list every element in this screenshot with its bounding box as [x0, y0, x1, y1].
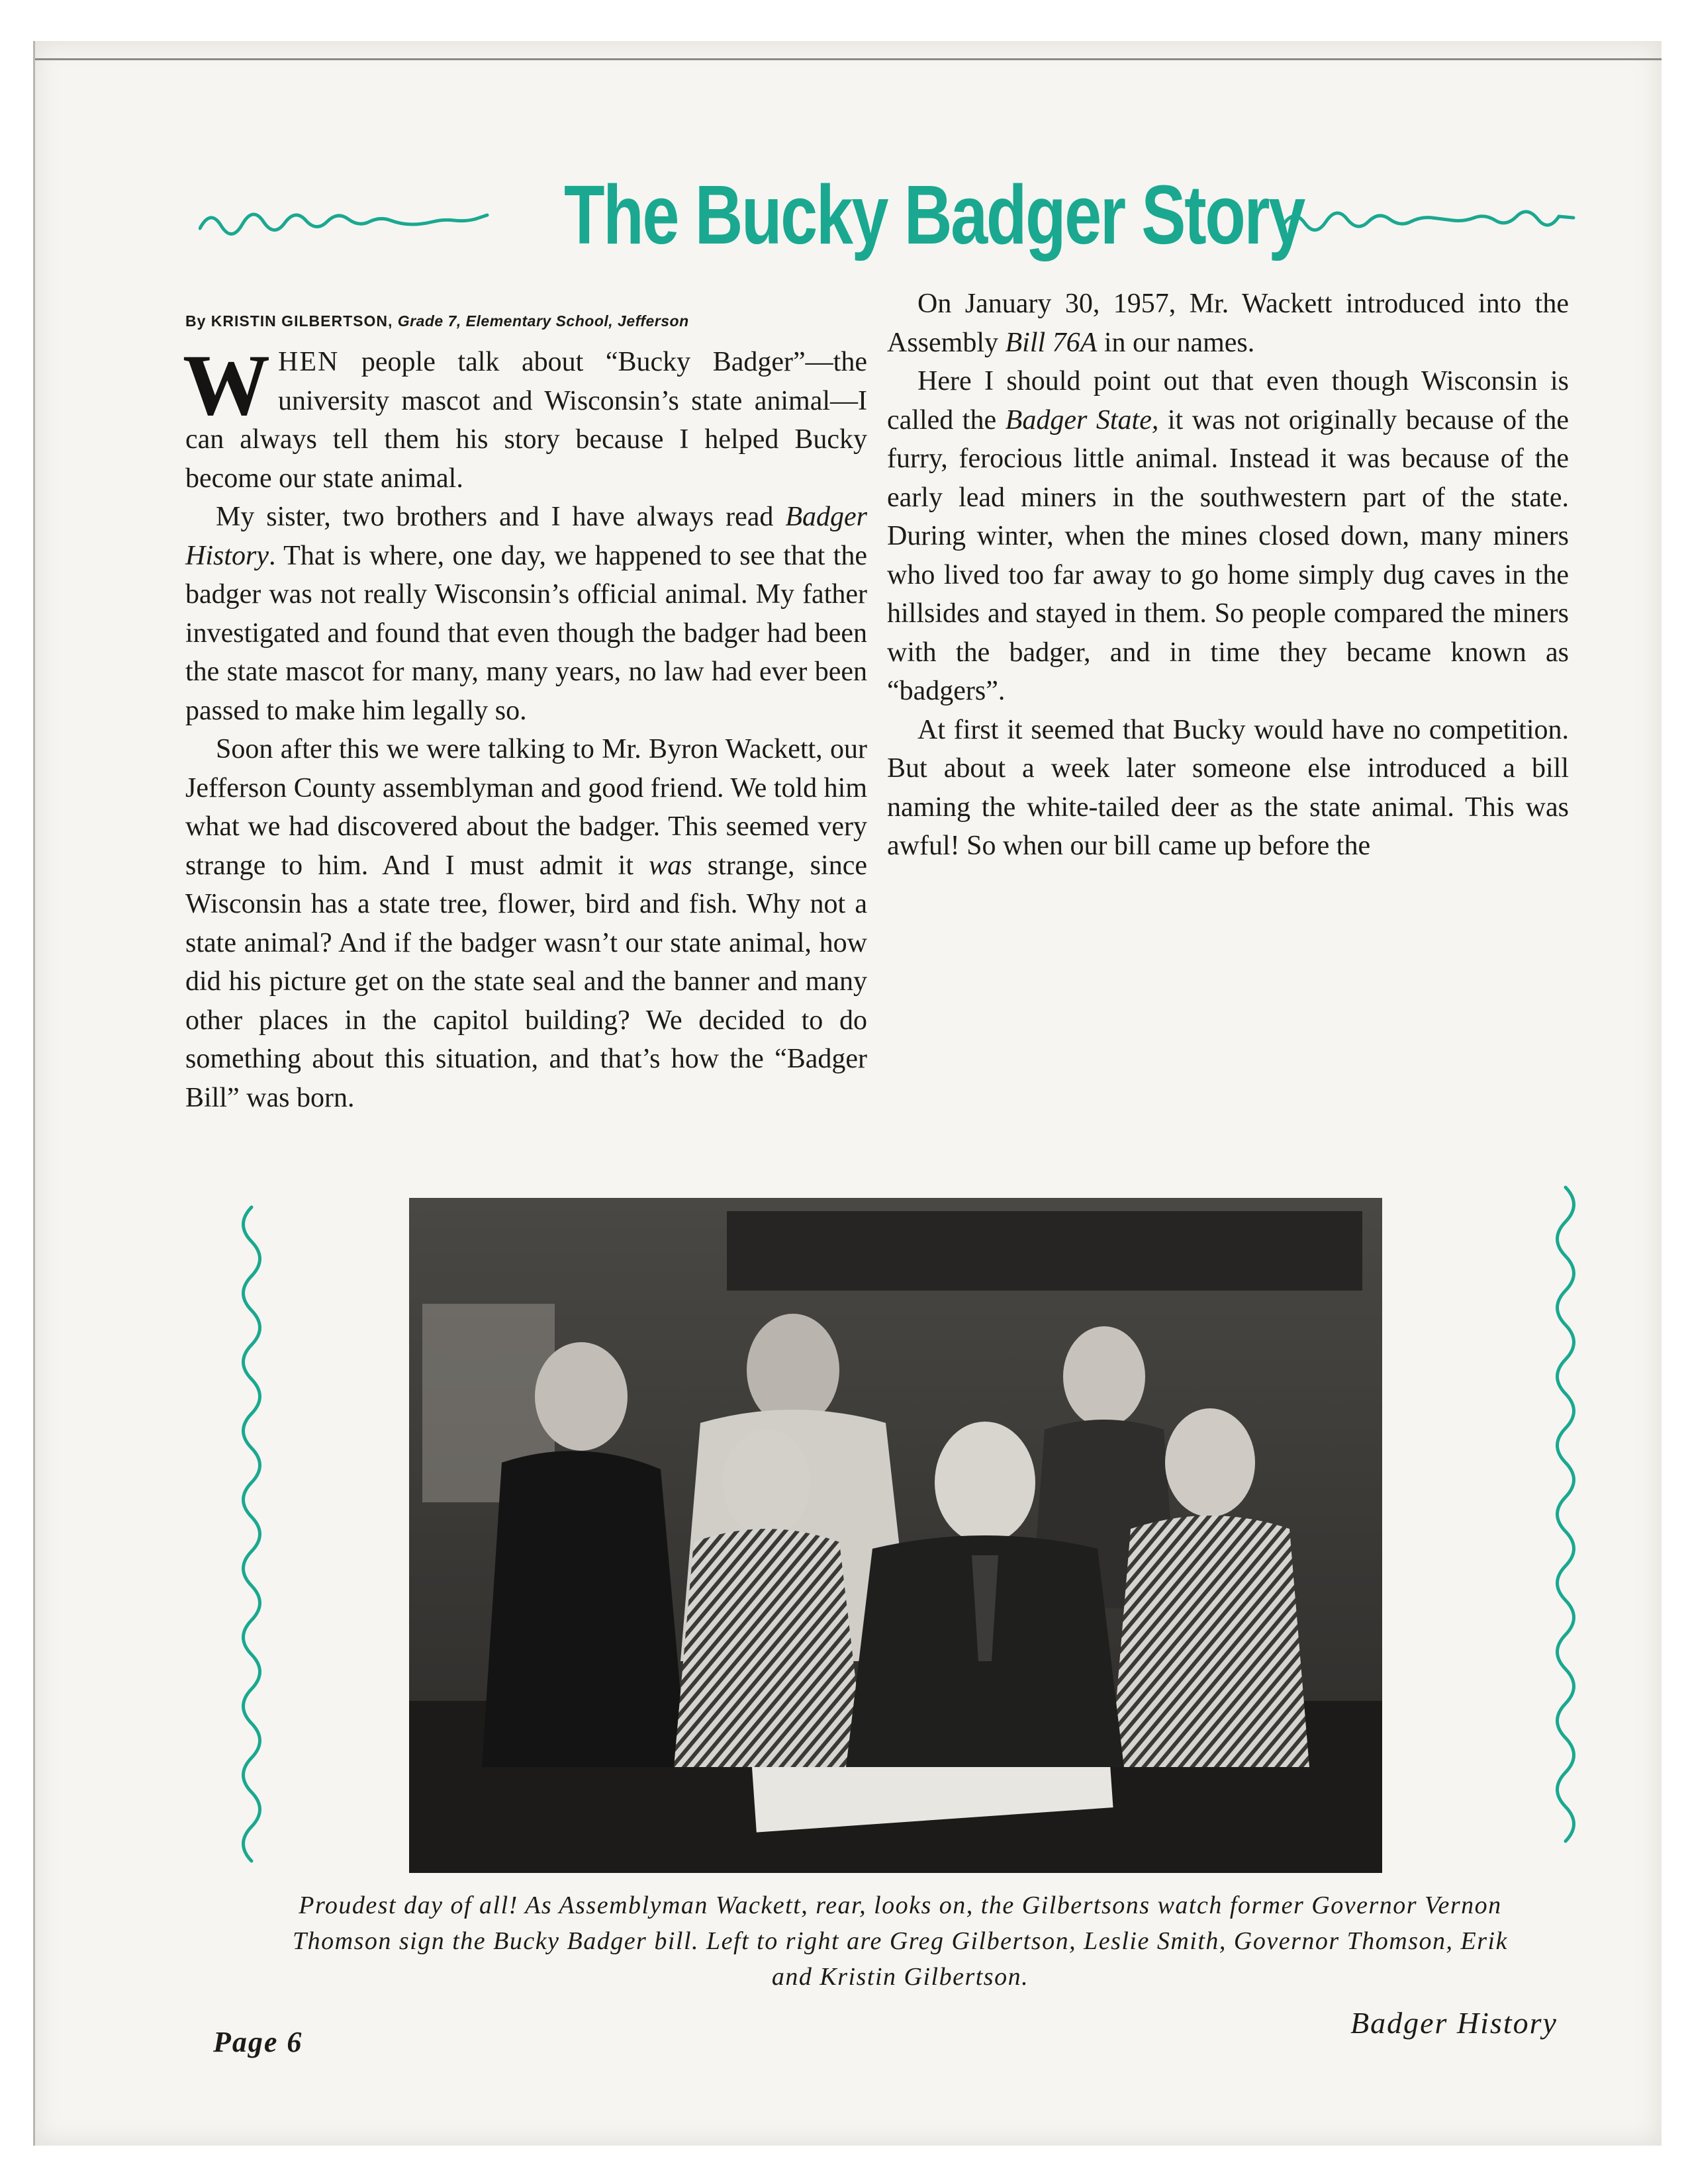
byline-details: Grade 7, Elementary School, Jefferson [397, 312, 689, 330]
paragraph-2-text-a: My sister, two brothers and I have always read [216, 502, 786, 532]
article-title: The Bucky Badger Story [564, 168, 1304, 261]
right-side-squiggle [1542, 1185, 1589, 1860]
right-title-squiggle [1281, 202, 1575, 242]
paragraph-2-text-b: . That is where, one day, we happened to see that the badger was not really Wisconsin’s official animal. My father investigated and found that even though the badger had been the state mascot for many, many years, no law had ever been passed to make him legally so. [185, 540, 867, 726]
byline-author: KRISTIN GILBERTSON, [211, 312, 393, 330]
paragraph-4 [887, 285, 1569, 362]
left-side-squiggle [228, 1205, 275, 1866]
page-top-edge [33, 58, 1662, 60]
paragraph-6: At first it seemed that Bucky would have no competition. But about a week later someone else introduced a bill naming the white-tailed deer as the state animal. This was awful! So when our bill came up before the [887, 714, 1569, 861]
page-left-edge [33, 41, 35, 2146]
byline [185, 311, 867, 331]
paragraph-2-italic: Badger History [185, 502, 867, 571]
paragraph-1-text: people talk about “Bucky Badger”—the university mascot and Wisconsin’s state animal—I can always tell them his story because I helped Bucky become our state animal. [185, 347, 867, 494]
paragraph-5-italic: Badger State, [1005, 404, 1159, 435]
paragraph-4-text-b: in our names. [1097, 327, 1255, 358]
paragraph-3 [185, 730, 867, 1117]
drop-cap: W [183, 336, 270, 433]
lead-caps: HEN [278, 347, 340, 377]
paragraph-1 [183, 336, 867, 498]
bill-signing-photo [409, 1198, 1382, 1873]
byline-by: By [185, 312, 207, 330]
page-number: Page 6 [213, 2026, 303, 2058]
paragraph-4-text-a: On January 30, 1957, Mr. Wackett introduced into the Assembly [887, 289, 1569, 358]
right-column [887, 285, 1569, 866]
paragraph-5 [887, 362, 1569, 711]
title-area [199, 165, 1575, 265]
paragraph-5-text-a: Here I should point out that even though Wisconsin is called the [887, 366, 1569, 435]
photo-caption: Proudest day of all! As Assemblyman Wackett, rear, looks on, the Gilbertsons watch former Governor Vernon Thomson sign the Bucky Badger bill. Left to right are Greg Gilbertson, Leslie Smith, Governor Thomson, Erik and Kristin Gilbertson. [293, 1891, 1508, 1991]
paragraph-3-italic: was [649, 850, 692, 881]
paragraph-4-italic: Bill 76A [1005, 327, 1098, 358]
publication-name: Badger History [1350, 2006, 1558, 2040]
paragraph-3-text-a: Soon after this we were talking to Mr. Byron Wackett, our Jefferson County assemblyman and good friend. We told him what we had discovered about the badger. This seemed very strange to him. And I must admit it [185, 734, 867, 881]
left-title-squiggle [199, 202, 490, 242]
paragraph-2 [185, 498, 867, 730]
paragraph-3-text-b: strange, since Wisconsin has a state tree, flower, bird and fish. Why not a state animal? And if the badger wasn’t our state animal, how did his picture get on the state seal and the banner and many other places in the capitol building? We decided to do something about this situation, and that’s how the “Badger Bill” was born. [185, 850, 867, 1113]
paragraph-5-text-b: it was not originally because of the furry, ferocious little animal. Instead it was because of the early lead miners in the southwestern part of the state. During winter, when the mines closed down, many miners who lived too far away to go home simply dug caves in the hillsides and stayed in them. So people compared the miners with the badger, and in time they became known as “badgers”. [887, 404, 1569, 706]
left-column [185, 311, 867, 1117]
photo-illustration [409, 1198, 1382, 1873]
